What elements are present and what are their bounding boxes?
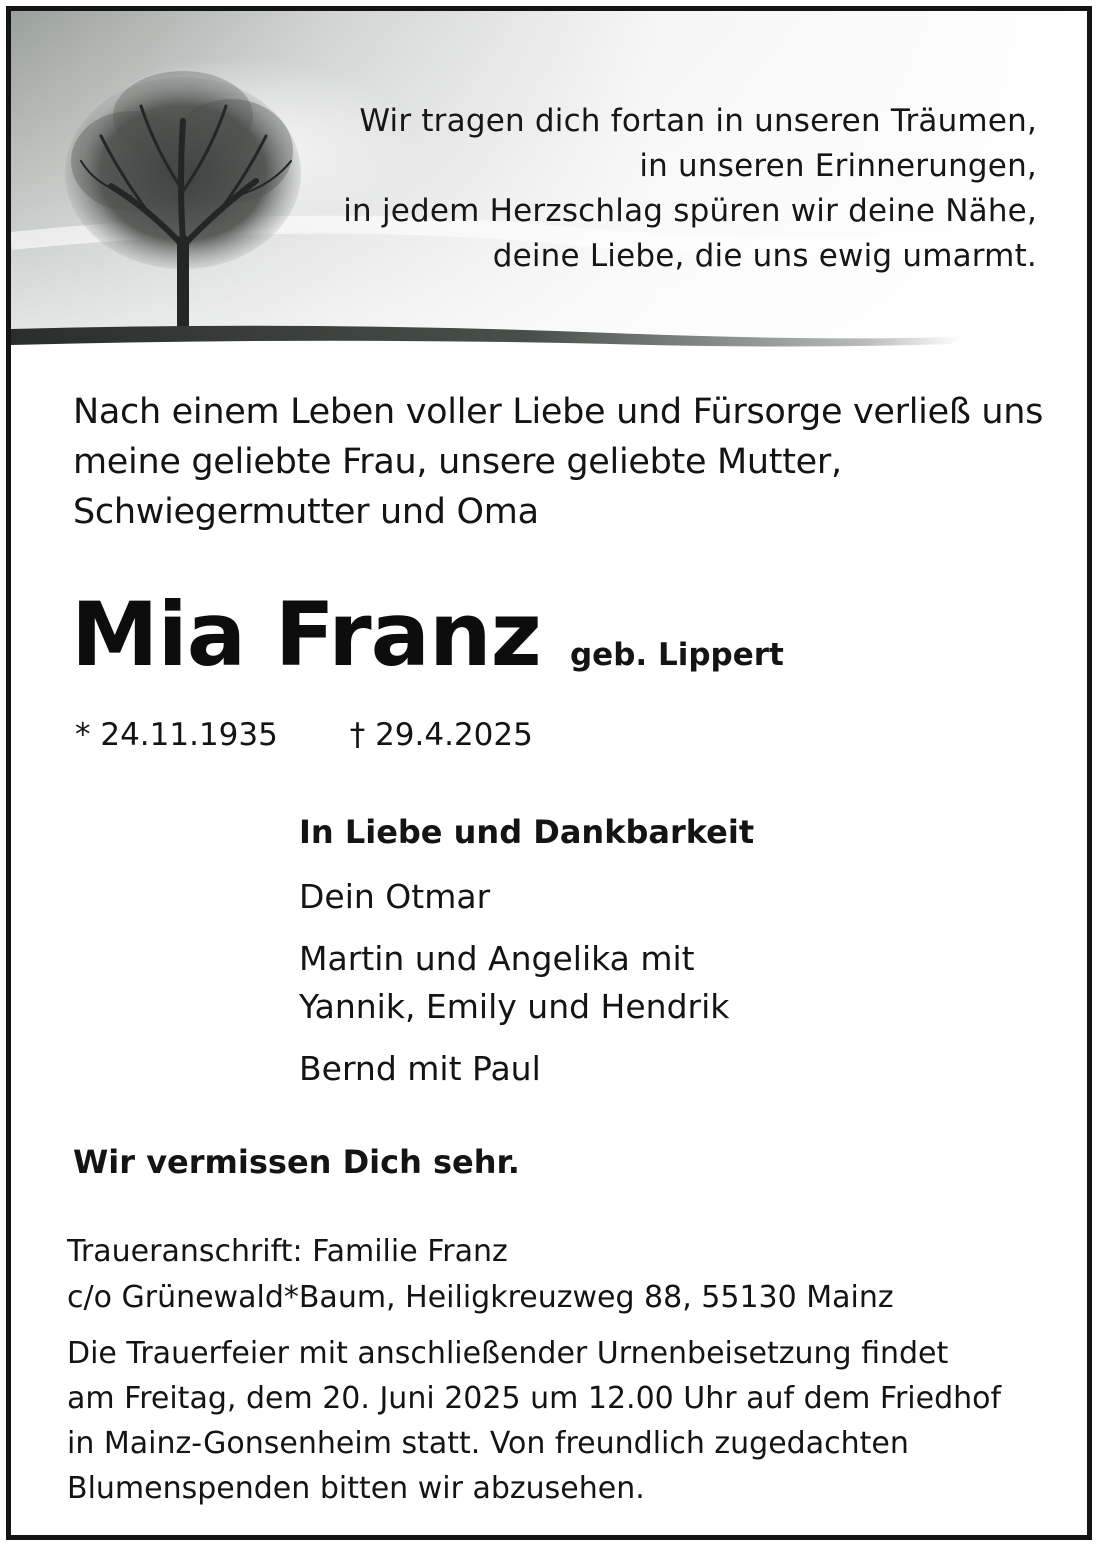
address-line: c/o Grünewald*Baum, Heiligkreuzweg 88, 55130 Mainz	[67, 1280, 894, 1315]
intro-text	[73, 387, 1043, 537]
memorial-poem	[343, 99, 1037, 279]
family-lead: In Liebe und Dankbarkeit	[299, 813, 755, 851]
poem-line: in unseren Erinnerungen,	[639, 148, 1037, 184]
family-member	[299, 935, 754, 1031]
service-line: in Mainz-Gonsenheim statt. Von freundlich zugedachten	[67, 1426, 909, 1461]
service-line: Die Trauerfeier mit anschließender Urnenbeisetzung findet	[67, 1336, 949, 1371]
family-member-line: Yannik, Emily und Hendrik	[299, 987, 730, 1026]
birth-date: * 24.11.1935	[75, 717, 278, 753]
poem-line: deine Liebe, die uns ewig umarmt.	[492, 238, 1037, 274]
funeral-service-info	[67, 1331, 1001, 1511]
family-member: Dein Otmar	[299, 877, 491, 916]
service-line: am Freitag, dem 20. Juni 2025 um 12.00 Uhr auf dem Friedhof	[67, 1381, 1002, 1416]
family-signatures	[299, 809, 754, 1107]
maiden-name: geb. Lippert	[569, 637, 784, 673]
mourning-address	[67, 1229, 894, 1321]
poem-line: Wir tragen dich fortan in unseren Träumen,	[359, 103, 1037, 139]
intro-line: Schwiegermutter und Oma	[73, 492, 539, 532]
family-member: Bernd mit Paul	[299, 1049, 541, 1088]
family-member-line: Martin und Angelika mit	[299, 939, 695, 978]
address-line: Traueranschrift: Familie Franz	[67, 1234, 508, 1269]
closing-statement: Wir vermissen Dich sehr.	[73, 1143, 520, 1181]
deceased-name-row	[71, 583, 784, 686]
service-line: Blumenspenden bitten wir abzusehen.	[67, 1471, 645, 1506]
obituary-frame	[6, 6, 1092, 1540]
intro-line: meine geliebte Frau, unsere geliebte Mutter,	[73, 442, 842, 482]
intro-line: Nach einem Leben voller Liebe und Fürsorge verließ uns	[73, 392, 1044, 432]
death-date: † 29.4.2025	[349, 717, 533, 753]
poem-line: in jedem Herzschlag spüren wir deine Nähe,	[343, 193, 1037, 229]
deceased-name: Mia Franz	[71, 583, 541, 686]
life-dates	[75, 717, 533, 753]
